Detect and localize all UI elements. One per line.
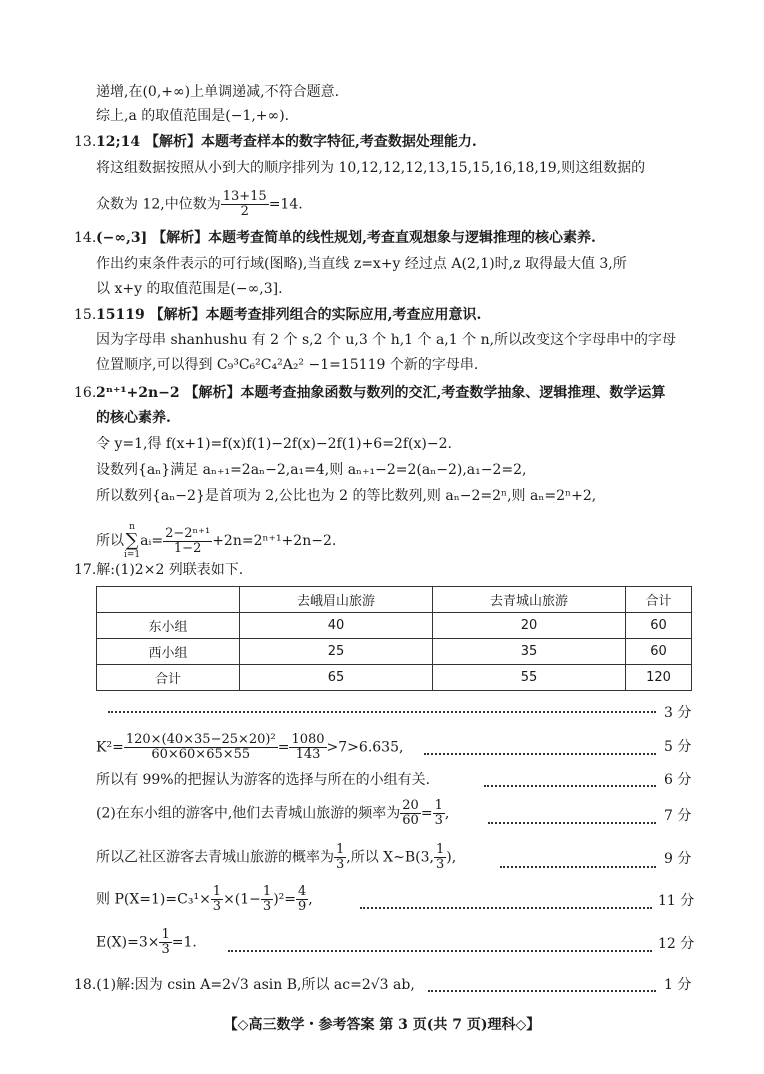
score-label: 7 分	[664, 808, 692, 824]
score-label: 9 分	[664, 851, 692, 867]
text: 所以	[96, 533, 124, 549]
q15-number: 15.	[74, 307, 97, 323]
fraction	[434, 843, 446, 872]
q14-number: 14.	[74, 230, 97, 246]
contingency-table	[96, 586, 692, 691]
text-line: 设数列{aₙ}满足 aₙ₊₁=2aₙ−2,a₁=4,则 aₙ₊₁−2=2(aₙ−2),a₁−2=2,	[96, 462, 527, 478]
table-row	[97, 639, 692, 665]
numerator: 120×(40×35−25×20)²	[125, 732, 276, 747]
denominator: 3	[262, 899, 272, 914]
dot-leader	[428, 990, 656, 992]
text: =	[277, 739, 290, 756]
numerator: 1	[262, 884, 272, 899]
text: E(X)=3×	[96, 934, 160, 951]
text-line: 位置顺序,可以得到 C₉³C₆²C₄²A₂² −1=15119 个新的字母串.	[96, 357, 479, 373]
fraction	[221, 190, 269, 219]
text-line: 将这组数据按照从小到大的顺序排列为 10,12,12,12,13,15,15,16,18,19,则这组数据的	[96, 160, 646, 176]
page-footer: 【◇高三数学・参考答案 第 3 页(共 7 页)理科◇】	[223, 1017, 541, 1033]
dot-leader	[424, 753, 656, 755]
text-line: 因为字母串 shanhushu 有 2 个 s,2 个 u,3 个 h,1 个 a,1 个 n,所以改变这个字母串中的字母	[96, 332, 677, 348]
table-cell: 20	[433, 613, 626, 639]
numerator: 13+15	[222, 189, 267, 204]
text: aᵢ=	[140, 533, 164, 549]
denominator: 1−2	[173, 540, 202, 556]
q16-number: 16.	[74, 385, 97, 401]
denominator: 3	[161, 942, 170, 957]
text-line: 以 x+y 的取值范围是(−∞,3].	[96, 281, 283, 297]
expectation-line	[96, 928, 197, 957]
fraction	[163, 527, 212, 556]
denominator: 143	[295, 747, 321, 762]
sum-symbol: ∑	[125, 530, 139, 551]
table-cell: 40	[240, 613, 433, 639]
score-label: 6 分	[664, 772, 692, 788]
text: =1.	[171, 934, 197, 951]
text: ×(1−	[223, 891, 261, 908]
table-header-cell: 去峨眉山旅游	[240, 587, 433, 613]
table-cell: 西小组	[97, 639, 240, 665]
text: )²=	[273, 891, 297, 908]
numerator: 2−2ⁿ⁺¹	[165, 525, 211, 541]
frequency-line	[96, 799, 449, 828]
q17-heading: 17.解:(1)2×2 列联表如下.	[74, 562, 244, 578]
q14-heading: (−∞,3] 【解析】本题考查简单的线性规划,考查直观想象与逻辑推理的核心素养.	[96, 230, 596, 246]
numerator: 1	[336, 842, 345, 857]
text: =14.	[268, 196, 303, 213]
table-cell: 35	[433, 639, 626, 665]
table-header-cell: 合计	[626, 587, 692, 613]
k2-line	[96, 733, 403, 762]
score-label: 3 分	[664, 705, 692, 721]
text: +2n=2ⁿ⁺¹+2n−2.	[212, 533, 337, 549]
sum-upper: n	[129, 522, 135, 532]
q13-heading: 12;14 【解析】本题考查样本的数字特征,考查数据处理能力.	[96, 134, 477, 150]
fraction	[400, 799, 421, 828]
fraction	[124, 733, 278, 762]
q16-heading: 2ⁿ⁺¹+2n−2 【解析】本题考查抽象函数与数列的交汇,考查数学抽象、逻辑推理、数学运算	[96, 385, 666, 401]
table-cell: 东小组	[97, 613, 240, 639]
q18-line: 18.(1)解:因为 csin A=2√3 asin B,所以 ac=2√3 ab,	[74, 977, 415, 993]
table-cell: 65	[240, 665, 433, 691]
q13-number: 13.	[74, 134, 97, 150]
table-cell: 60	[626, 613, 692, 639]
text-line: 的核心素养.	[96, 410, 171, 426]
text: 众数为 12,中位数为	[96, 196, 221, 213]
dot-leader	[488, 822, 656, 824]
table-cell	[97, 587, 240, 613]
text: 所以乙社区游客去青城山旅游的概率为	[96, 849, 334, 866]
text: K²=	[96, 739, 124, 756]
text: ),	[446, 849, 457, 866]
score-label: 1 分	[664, 977, 692, 993]
denominator: 60	[402, 813, 419, 828]
table-row	[97, 665, 692, 691]
text: ,所以 X∼B(3,	[346, 849, 434, 866]
denominator: 3	[336, 857, 345, 872]
denominator: 3	[434, 813, 443, 828]
text: 则 P(X=1)=C₃¹×	[96, 891, 211, 908]
table-cell: 55	[433, 665, 626, 691]
fraction	[289, 733, 326, 762]
q13-median-line	[96, 190, 303, 219]
probability-line	[96, 843, 456, 872]
score-label: 5 分	[664, 739, 692, 755]
text: (2)在东小组的游客中,他们去青城山旅游的频率为	[96, 805, 401, 822]
table-header-row	[97, 587, 692, 613]
text: ,	[308, 891, 313, 908]
text: =	[420, 805, 433, 822]
text-line: 综上,a 的取值范围是(−1,+∞).	[96, 108, 290, 124]
numerator: 1	[212, 884, 222, 899]
numerator: 4	[298, 884, 307, 899]
table-cell: 合计	[97, 665, 240, 691]
text-line: 作出约束条件表示的可行域(图略),当直线 z=x+y 经过点 A(2,1)时,z 取得最大值 3,所	[96, 256, 627, 272]
fraction	[211, 885, 223, 914]
dot-leader	[360, 907, 652, 909]
text-line: 所以有 99%的把握认为游客的选择与所在的小组有关.	[96, 772, 431, 788]
fraction	[433, 799, 445, 828]
denominator: 3	[436, 857, 445, 872]
dot-leader	[484, 785, 656, 787]
table-cell: 25	[240, 639, 433, 665]
numerator: 20	[402, 798, 419, 813]
fraction	[159, 928, 171, 957]
score-label: 11 分	[658, 893, 695, 909]
denominator: 2	[240, 204, 249, 219]
text: ,	[444, 805, 450, 822]
score-label: 12 分	[658, 936, 695, 952]
table-cell: 120	[626, 665, 692, 691]
table-cell: 60	[626, 639, 692, 665]
denominator: 60×60×65×55	[151, 747, 251, 762]
text-line: 所以数列{aₙ−2}是首项为 2,公比也为 2 的等比数列,则 aₙ−2=2ⁿ,则 aₙ=2ⁿ+2,	[96, 488, 597, 504]
numerator: 1	[434, 798, 443, 813]
sum-lower: i=1	[124, 550, 141, 560]
table-header-cell: 去青城山旅游	[433, 587, 626, 613]
summation	[124, 522, 140, 560]
dot-leader	[108, 711, 656, 713]
q16-sum-line	[96, 522, 336, 560]
text-line: 递增,在(0,+∞)上单调递减,不符合题意.	[96, 84, 340, 100]
fraction	[334, 843, 346, 872]
fraction	[261, 885, 273, 914]
q15-heading: 15119 【解析】本题考查排列组合的实际应用,考查应用意识.	[96, 307, 482, 323]
dot-leader	[228, 950, 652, 952]
denominator: 3	[212, 899, 222, 914]
numerator: 1	[161, 927, 170, 942]
px-line	[96, 885, 313, 914]
numerator: 1080	[291, 732, 325, 747]
numerator: 1	[436, 842, 445, 857]
text: >7>6.635,	[326, 739, 404, 756]
fraction	[296, 885, 308, 914]
dot-leader	[500, 866, 656, 868]
table-row	[97, 613, 692, 639]
denominator: 9	[298, 899, 307, 914]
text-line: 令 y=1,得 f(x+1)=f(x)f(1)−2f(x)−2f(1)+6=2f(x)−2.	[96, 436, 452, 452]
